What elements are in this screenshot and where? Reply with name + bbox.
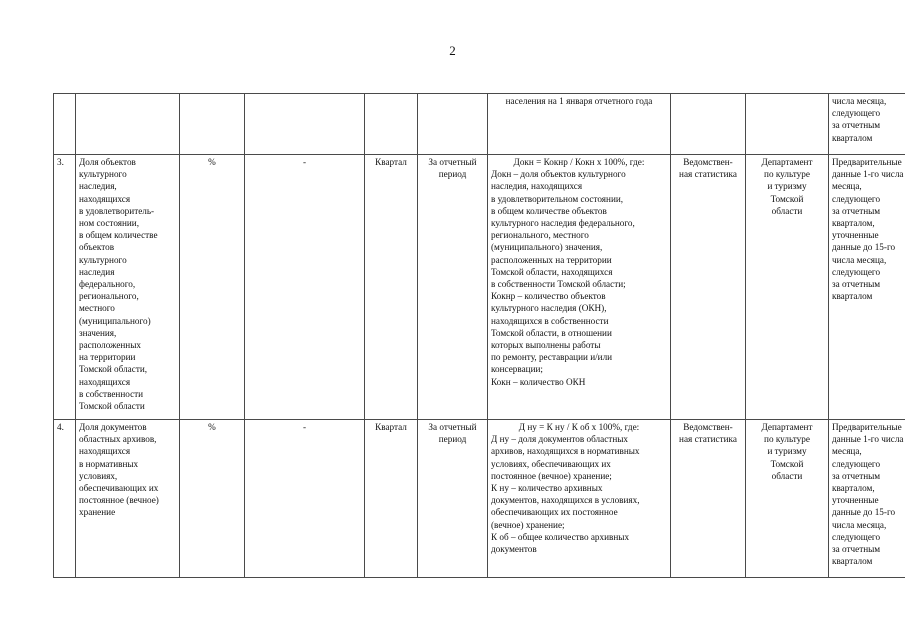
- text-line: обеспечивающих их: [79, 483, 159, 494]
- row-number: 4.: [54, 420, 76, 578]
- text-line: Департамент: [761, 157, 813, 167]
- text-line: находящихся в собственности: [491, 315, 609, 326]
- formula-cell: [488, 420, 671, 578]
- text-line: следующего: [832, 458, 881, 469]
- text-line: находящихся: [79, 446, 131, 457]
- text-line: которых выполнены работы: [491, 340, 601, 351]
- source-cell: [671, 420, 746, 578]
- text-line: уточненные: [832, 495, 879, 506]
- text-line: данные до 15-го: [832, 242, 896, 253]
- dash-cell: -: [245, 420, 365, 578]
- deadline-cell: [829, 155, 905, 420]
- text-line: по культуре: [764, 434, 810, 445]
- text-line: регионального, местного: [491, 230, 589, 241]
- text-line: Докн – доля объектов культурного: [491, 169, 626, 180]
- text-line: за отчетным: [832, 279, 881, 290]
- text-line: месяца,: [832, 446, 862, 457]
- periodicity-cell: Квартал: [365, 155, 418, 420]
- indicator-name-cell: [76, 155, 180, 420]
- text-line: областных архивов,: [79, 434, 157, 445]
- empty-cell: [76, 94, 180, 155]
- text-line: Томской области, находящихся: [491, 266, 613, 277]
- text-line: и туризму: [767, 446, 807, 457]
- text-line: в общем количестве: [79, 230, 158, 241]
- text-line: числа месяца,: [832, 254, 887, 265]
- empty-cell: [365, 94, 418, 155]
- text-line: постоянное (вечное): [79, 495, 159, 506]
- text-line: по культуре: [764, 169, 810, 180]
- text-line: в собственности Томской области;: [491, 279, 626, 290]
- text-line: хранение: [79, 507, 116, 518]
- text-line: данные до 15-го: [832, 507, 896, 518]
- text-line: наследия, находящихся: [491, 181, 583, 192]
- text-line: кварталом: [832, 556, 873, 567]
- formula-title: Д ну = К ну / К об х 100%, где:: [518, 422, 640, 432]
- text-line: области: [771, 470, 803, 481]
- text-line: К ну – количество архивных: [491, 483, 603, 494]
- text-line: условиях,: [79, 470, 118, 481]
- text-line: следующего: [832, 108, 881, 119]
- table-row-continued: [54, 94, 905, 155]
- text-line: постоянное (вечное) хранение;: [491, 470, 612, 481]
- text-line: кварталом: [832, 132, 873, 143]
- unit-cell: %: [180, 420, 245, 578]
- text-line: Кокнр – количество объектов: [491, 291, 606, 302]
- text-line: расположенных на территории: [491, 254, 612, 265]
- period-cell: [418, 420, 488, 578]
- deadline-cell: [829, 94, 905, 155]
- text-line: за отчетным: [832, 544, 881, 555]
- text-line: культурного: [79, 169, 127, 180]
- text-line: расположенных: [79, 340, 141, 351]
- text-line: находящихся: [79, 376, 131, 387]
- text-line: архивов, находящихся в нормативных: [491, 446, 640, 457]
- responsible-cell: [746, 420, 829, 578]
- text-line: кварталом,: [832, 483, 875, 494]
- text-line: документов: [491, 544, 537, 555]
- text-line: Ведомствен-: [683, 157, 733, 167]
- text-line: регионального,: [79, 291, 139, 302]
- period-cell: [418, 155, 488, 420]
- text-line: условиях, обеспечивающих их: [491, 458, 611, 469]
- text-line: за отчетным: [832, 470, 881, 481]
- text-line: Доля объектов: [79, 157, 136, 167]
- table-row: [54, 420, 905, 578]
- text-line: Кокн – количество ОКН: [491, 376, 586, 387]
- formula-cell: [488, 155, 671, 420]
- text-line: Томской: [770, 193, 804, 204]
- text-line: области: [771, 205, 803, 216]
- empty-cell: [746, 94, 829, 155]
- responsible-cell: [746, 155, 829, 420]
- text-line: кварталом: [832, 291, 873, 302]
- text-line: федерального,: [79, 279, 136, 290]
- text-line: Доля документов: [79, 422, 147, 432]
- dash-cell: -: [245, 155, 365, 420]
- formula-title: Докн = Кокнр / Кокн х 100%, где:: [513, 157, 645, 167]
- text-line: населения на 1 января отчетного года: [505, 96, 653, 106]
- text-line: числа месяца,: [832, 96, 887, 106]
- text-line: следующего: [832, 193, 881, 204]
- text-line: консервации;: [491, 364, 543, 375]
- text-line: по ремонту, реставрации и/или: [491, 352, 613, 363]
- empty-cell: [418, 94, 488, 155]
- text-line: данные 1-го числа: [832, 434, 904, 445]
- indicator-name-cell: [76, 420, 180, 578]
- text-line: наследия,: [79, 181, 117, 192]
- text-line: кварталом,: [832, 218, 875, 229]
- page-number: 2: [449, 43, 456, 58]
- periodicity-cell: Квартал: [365, 420, 418, 578]
- text-line: в удовлетворитель-: [79, 205, 155, 216]
- text-line: культурного: [79, 254, 127, 265]
- indicators-table: [53, 93, 905, 578]
- text-line: Предварительные: [832, 422, 902, 432]
- text-line: данные 1-го числа: [832, 169, 904, 180]
- text-line: ном состоянии,: [79, 218, 140, 229]
- text-line: Департамент: [761, 422, 813, 432]
- source-cell: [671, 155, 746, 420]
- text-line: Томской: [770, 458, 804, 469]
- text-line: уточненные: [832, 230, 879, 241]
- text-line: (муниципального): [79, 315, 151, 326]
- unit-cell: %: [180, 155, 245, 420]
- text-line: Томской области, в отношении: [491, 327, 612, 338]
- text-line: (вечное) хранение;: [491, 519, 565, 530]
- empty-cell: [245, 94, 365, 155]
- text-line: находящихся: [79, 193, 131, 204]
- text-line: в нормативных: [79, 458, 139, 469]
- empty-cell: [54, 94, 76, 155]
- text-line: (муниципального) значения,: [491, 242, 603, 253]
- text-line: ная статистика: [679, 434, 737, 445]
- text-line: объектов: [79, 242, 115, 253]
- text-line: Ведомствен-: [683, 422, 733, 432]
- text-line: Томской области: [79, 401, 145, 412]
- text-line: К об – общее количество архивных: [491, 531, 630, 542]
- text-line: культурного наследия федерального,: [491, 218, 635, 229]
- text-line: За отчетный: [428, 157, 477, 167]
- text-line: в собственности: [79, 388, 144, 399]
- text-line: наследия: [79, 266, 115, 277]
- text-line: числа месяца,: [832, 519, 887, 530]
- text-line: следующего: [832, 266, 881, 277]
- text-line: Предварительные: [832, 157, 902, 167]
- empty-cell: [180, 94, 245, 155]
- text-line: в удовлетворительном состоянии,: [491, 193, 624, 204]
- text-line: документов, находящихся в условиях,: [491, 495, 640, 506]
- text-line: культурного наследия (ОКН),: [491, 303, 607, 314]
- empty-cell: [671, 94, 746, 155]
- text-line: значения,: [79, 327, 117, 338]
- text-line: период: [438, 434, 467, 445]
- text-line: обеспечивающих их постоянное: [491, 507, 618, 518]
- text-line: в общем количестве объектов: [491, 205, 607, 216]
- text-line: местного: [79, 303, 115, 314]
- row-number: 3.: [54, 155, 76, 420]
- text-line: на территории: [79, 352, 136, 363]
- text-line: ная статистика: [679, 169, 737, 180]
- text-line: месяца,: [832, 181, 862, 192]
- text-line: Д ну – доля документов областных: [491, 434, 628, 445]
- text-line: и туризму: [767, 181, 807, 192]
- text-line: За отчетный: [428, 422, 477, 432]
- formula-cell: [488, 94, 671, 155]
- text-line: период: [438, 169, 467, 180]
- table-row: [54, 155, 905, 420]
- deadline-cell: [829, 420, 905, 578]
- table-body: [54, 94, 905, 578]
- text-line: Томской области,: [79, 364, 148, 375]
- text-line: следующего: [832, 531, 881, 542]
- text-line: за отчетным: [832, 120, 881, 131]
- text-line: за отчетным: [832, 205, 881, 216]
